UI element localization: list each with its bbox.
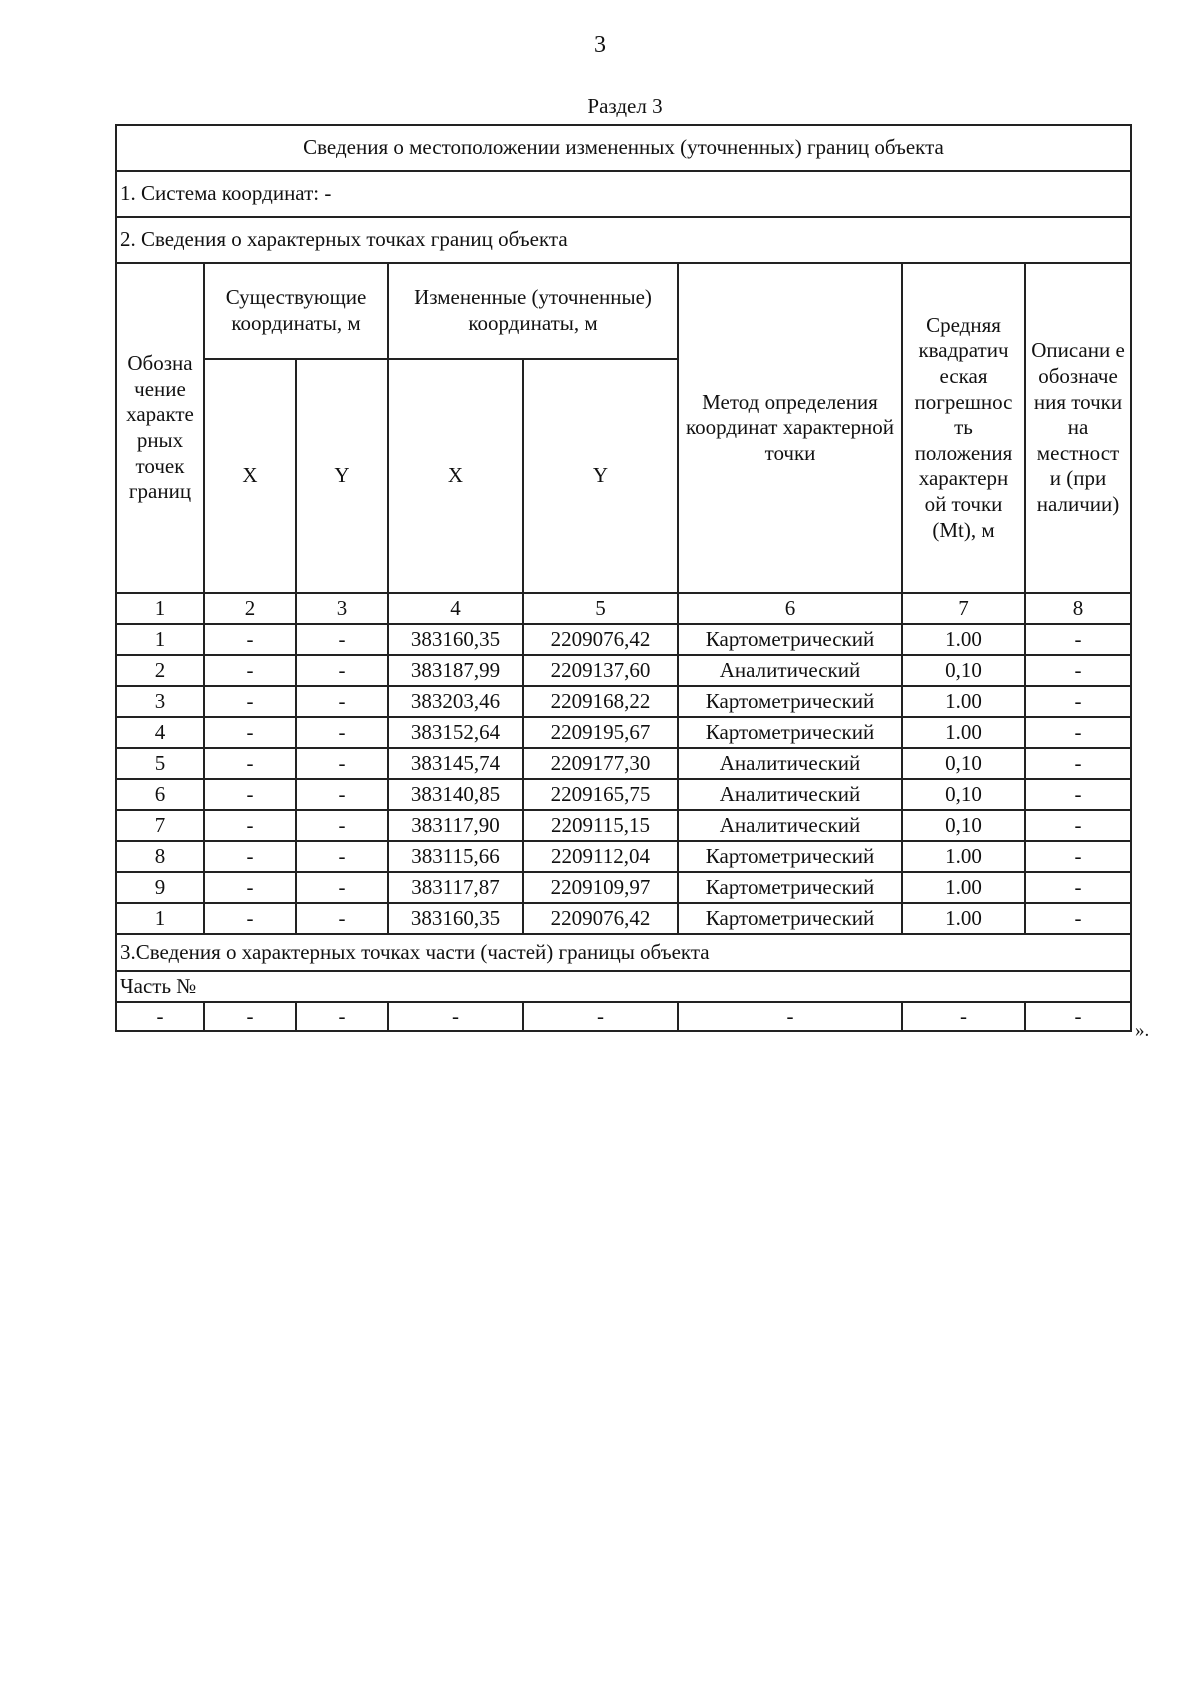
- cell-changed-x: 383187,99: [388, 655, 523, 686]
- cell-existing-y: -: [296, 717, 388, 748]
- table-row: [116, 748, 1131, 779]
- column-number-cell: 6: [678, 593, 902, 624]
- cell-changed-x: 383160,35: [388, 903, 523, 934]
- header-description: Описани е обозначе ния точки на местност и (при наличии): [1025, 263, 1131, 593]
- empty-cell: -: [678, 1002, 902, 1031]
- cell-point-id: 1: [116, 903, 204, 934]
- header-changed-y: Y: [523, 359, 678, 593]
- cell-method: Картометрический: [678, 872, 902, 903]
- cell-existing-x: -: [204, 655, 296, 686]
- cell-existing-y: -: [296, 810, 388, 841]
- cell-mse: 1.00: [902, 872, 1025, 903]
- cell-existing-x: -: [204, 686, 296, 717]
- cell-description: -: [1025, 810, 1131, 841]
- cell-method: Аналитический: [678, 655, 902, 686]
- empty-cell: -: [116, 1002, 204, 1031]
- cell-changed-y: 2209168,22: [523, 686, 678, 717]
- cell-existing-x: -: [204, 779, 296, 810]
- cell-existing-x: -: [204, 903, 296, 934]
- cell-existing-x: -: [204, 717, 296, 748]
- cell-changed-y: 2209109,97: [523, 872, 678, 903]
- column-number-cell: 2: [204, 593, 296, 624]
- cell-changed-y: 2209112,04: [523, 841, 678, 872]
- column-number-row: [116, 593, 1131, 624]
- boundary-table: [115, 124, 1132, 1032]
- cell-mse: 0,10: [902, 779, 1025, 810]
- cell-mse: 1.00: [902, 841, 1025, 872]
- column-number-cell: 8: [1025, 593, 1131, 624]
- cell-changed-y: 2209195,67: [523, 717, 678, 748]
- cell-mse: 0,10: [902, 748, 1025, 779]
- cell-existing-x: -: [204, 624, 296, 655]
- table-row: [116, 810, 1131, 841]
- cell-point-id: 1: [116, 624, 204, 655]
- empty-cell: -: [523, 1002, 678, 1031]
- cell-existing-y: -: [296, 655, 388, 686]
- cell-point-id: 2: [116, 655, 204, 686]
- empty-cell: -: [296, 1002, 388, 1031]
- cell-point-id: 4: [116, 717, 204, 748]
- cell-description: -: [1025, 841, 1131, 872]
- cell-existing-x: -: [204, 810, 296, 841]
- cell-changed-x: 383160,35: [388, 624, 523, 655]
- cell-existing-y: -: [296, 686, 388, 717]
- cell-changed-y: 2209137,60: [523, 655, 678, 686]
- cell-mse: 1.00: [902, 624, 1025, 655]
- cell-method: Картометрический: [678, 841, 902, 872]
- coord-system: 1. Система координат: -: [116, 171, 1131, 217]
- empty-cell: -: [204, 1002, 296, 1031]
- column-number-cell: 4: [388, 593, 523, 624]
- table-row: [116, 872, 1131, 903]
- points-heading: 2. Сведения о характерных точках границ объекта: [116, 217, 1131, 263]
- parts-heading: 3.Сведения о характерных точках части (частей) границы объекта: [116, 934, 1131, 971]
- cell-changed-y: 2209076,42: [523, 624, 678, 655]
- cell-existing-y: -: [296, 779, 388, 810]
- cell-mse: 1.00: [902, 686, 1025, 717]
- empty-cell: -: [1025, 1002, 1131, 1031]
- section-title: Раздел 3: [587, 94, 663, 118]
- table-row: [116, 624, 1131, 655]
- table-row: [116, 841, 1131, 872]
- column-number-cell: 7: [902, 593, 1025, 624]
- header-changed-x: X: [388, 359, 523, 593]
- cell-method: Аналитический: [678, 748, 902, 779]
- cell-point-id: 7: [116, 810, 204, 841]
- cell-existing-y: -: [296, 624, 388, 655]
- closing-quote: ».: [1135, 1020, 1150, 1041]
- cell-method: Картометрический: [678, 624, 902, 655]
- header-existing-x: X: [204, 359, 296, 593]
- cell-description: -: [1025, 872, 1131, 903]
- cell-point-id: 8: [116, 841, 204, 872]
- cell-description: -: [1025, 717, 1131, 748]
- cell-changed-x: 383145,74: [388, 748, 523, 779]
- cell-point-id: 6: [116, 779, 204, 810]
- cell-point-id: 3: [116, 686, 204, 717]
- header-changed-coords: Измененные (уточненные) координаты, м: [388, 263, 678, 359]
- empty-cell: -: [388, 1002, 523, 1031]
- cell-existing-x: -: [204, 748, 296, 779]
- cell-existing-x: -: [204, 872, 296, 903]
- cell-mse: 0,10: [902, 655, 1025, 686]
- cell-existing-y: -: [296, 872, 388, 903]
- cell-existing-y: -: [296, 748, 388, 779]
- header-method: Метод определения координат характерной точки: [678, 263, 902, 593]
- table-row: [116, 717, 1131, 748]
- cell-description: -: [1025, 779, 1131, 810]
- cell-method: Картометрический: [678, 686, 902, 717]
- empty-part-row: [116, 1002, 1131, 1031]
- cell-point-id: 5: [116, 748, 204, 779]
- cell-changed-y: 2209076,42: [523, 903, 678, 934]
- cell-description: -: [1025, 624, 1131, 655]
- cell-description: -: [1025, 655, 1131, 686]
- cell-changed-x: 383152,64: [388, 717, 523, 748]
- part-label: Часть №: [116, 971, 1131, 1002]
- table-row: [116, 779, 1131, 810]
- cell-mse: 0,10: [902, 810, 1025, 841]
- cell-method: Картометрический: [678, 903, 902, 934]
- cell-changed-x: 383140,85: [388, 779, 523, 810]
- cell-description: -: [1025, 748, 1131, 779]
- cell-mse: 1.00: [902, 717, 1025, 748]
- table-row: [116, 655, 1131, 686]
- cell-changed-y: 2209177,30: [523, 748, 678, 779]
- header-designation: Обозна чение характе рных точек границ: [116, 263, 204, 593]
- header-existing-coords: Существующие координаты, м: [204, 263, 388, 359]
- table-title: Сведения о местоположении измененных (уточненных) границ объекта: [116, 125, 1131, 171]
- cell-description: -: [1025, 903, 1131, 934]
- cell-point-id: 9: [116, 872, 204, 903]
- page-number: 3: [594, 32, 606, 58]
- header-mse: Средняя квадратич еская погрешнос ть положения характерн ой точки (Mt), м: [902, 263, 1025, 593]
- cell-changed-x: 383115,66: [388, 841, 523, 872]
- cell-description: -: [1025, 686, 1131, 717]
- cell-changed-y: 2209115,15: [523, 810, 678, 841]
- empty-cell: -: [902, 1002, 1025, 1031]
- column-number-cell: 3: [296, 593, 388, 624]
- cell-method: Картометрический: [678, 717, 902, 748]
- cell-mse: 1.00: [902, 903, 1025, 934]
- cell-changed-y: 2209165,75: [523, 779, 678, 810]
- cell-method: Аналитический: [678, 810, 902, 841]
- cell-existing-y: -: [296, 841, 388, 872]
- table-row: [116, 903, 1131, 934]
- table-row: [116, 686, 1131, 717]
- column-number-cell: 5: [523, 593, 678, 624]
- header-existing-y: Y: [296, 359, 388, 593]
- cell-changed-x: 383117,87: [388, 872, 523, 903]
- cell-existing-y: -: [296, 903, 388, 934]
- column-number-cell: 1: [116, 593, 204, 624]
- cell-existing-x: -: [204, 841, 296, 872]
- cell-changed-x: 383203,46: [388, 686, 523, 717]
- cell-changed-x: 383117,90: [388, 810, 523, 841]
- cell-method: Аналитический: [678, 779, 902, 810]
